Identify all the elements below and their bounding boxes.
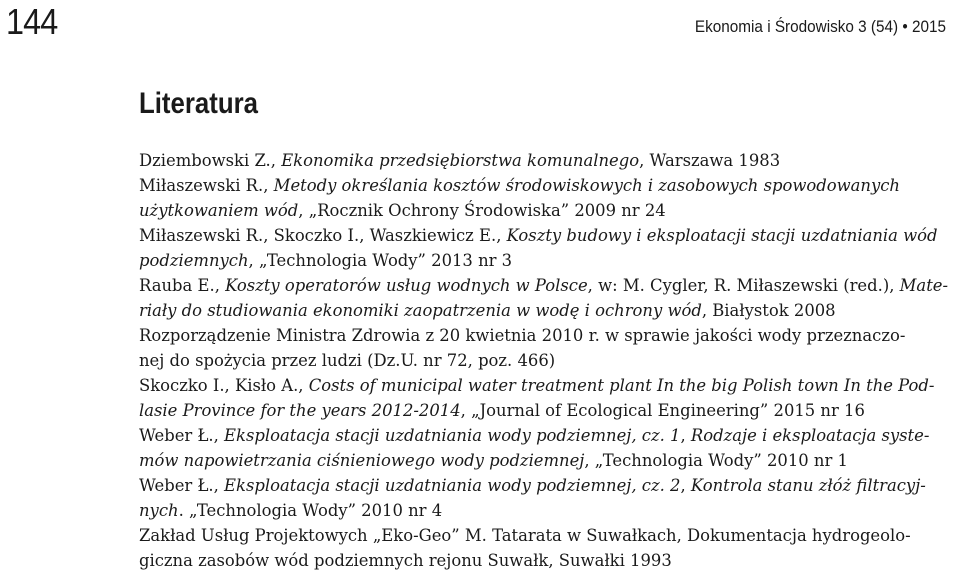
entry-author: Rauba E., (139, 276, 226, 295)
entry-title: Koszty operatorów usług wodnych w Polsce (225, 276, 588, 295)
entry-subtitle: Kontrola stanu złóż filtracyj- (690, 476, 926, 495)
entry-source: , Warszawa 1983 (639, 151, 781, 170)
bibliography-entry (139, 148, 951, 173)
entry-title: Koszty budowy i eksploatacji stacji uzdatniania wód (506, 226, 938, 245)
bibliography-entry (139, 273, 951, 323)
running-header: Ekonomia i Środowisko 3 (54) • 2015 (694, 17, 946, 36)
entry-author: Weber Ł., (139, 426, 225, 445)
entry-text: Rozporządzenie Ministra Zdrowia z 20 kwietnia 2010 r. w sprawie jakości wody przeznaczo- (139, 326, 906, 345)
entry-title-continued: użytkowaniem wód (139, 201, 299, 220)
entry-title-continued: podziemnych (139, 251, 249, 270)
bibliography-entry (139, 373, 951, 423)
entry-source: , „Technologia Wody” 2013 nr 3 (248, 251, 513, 270)
entry-title: Eksploatacja stacji uzdatniania wody podziemnej, cz. 2 (224, 476, 681, 495)
entry-text: Zakład Usług Projektowych „Eko-Geo” M. Tatarata w Suwałkach, Dokumentacja hydrogeolo- (139, 526, 911, 545)
entry-title: Mate- (899, 276, 949, 295)
entry-text-continued: giczna zasobów wód podziemnych rejonu Suwałk, Suwałki 1993 (139, 551, 672, 570)
entry-author: Miłaszewski R., Skoczko I., Waszkiewicz E., (139, 226, 507, 245)
entry-subtitle: Rodzaje i eksploatacja syste- (690, 426, 930, 445)
entry-source: , Białystok 2008 (701, 301, 836, 320)
entry-source: , w: M. Cygler, R. Miłaszewski (red.), (587, 276, 900, 295)
entry-source: , „Technologia Wody” 2010 nr 1 (584, 451, 848, 470)
entry-title: Ekonomika przedsiębiorstwa komunalnego (281, 151, 640, 170)
entry-source: . „Technologia Wody” 2010 nr 4 (178, 501, 443, 520)
bibliography-entry (139, 173, 951, 223)
entry-title: Costs of municipal water treatment plant In the big Polish town In the Pod- (308, 376, 935, 395)
entry-title-continued: lasie Province for the years 2012-2014 (139, 401, 461, 420)
bibliography-entry (139, 473, 951, 523)
entry-author: Miłaszewski R., (139, 176, 274, 195)
bibliography-list (139, 148, 951, 573)
page-number: 144 (6, 1, 58, 42)
entry-title: Metody określania kosztów środowiskowych i zasobowych spowodowanych (273, 176, 900, 195)
entry-source: , „Rocznik Ochrony Środowiska” 2009 nr 24 (298, 201, 666, 220)
entry-title: Eksploatacja stacji uzdatniania wody podziemnej, cz. 1 (224, 426, 681, 445)
bibliography-entry (139, 223, 951, 273)
entry-author: Weber Ł., (139, 476, 225, 495)
entry-title-continued: riały do studiowania ekonomiki zaopatrzenia w wodę i ochrony wód (139, 301, 702, 320)
entry-separator: , (680, 426, 691, 445)
entry-author: Skoczko I., Kisło A., (139, 376, 309, 395)
bibliography-entry (139, 423, 951, 473)
entry-source: , „Journal of Ecological Engineering” 2015 nr 16 (460, 401, 865, 420)
bibliography-entry (139, 323, 951, 373)
entry-subtitle-continued: nych (139, 501, 179, 520)
entry-separator: , (680, 476, 691, 495)
entry-text-continued: nej do spożycia przez ludzi (Dz.U. nr 72, poz. 466) (139, 351, 556, 370)
section-heading: Literatura (139, 87, 259, 120)
entry-author: Dziembowski Z., (139, 151, 282, 170)
entry-subtitle-continued: mów napowietrzania ciśnieniowego wody podziemnej (139, 451, 585, 470)
bibliography-entry (139, 523, 951, 573)
